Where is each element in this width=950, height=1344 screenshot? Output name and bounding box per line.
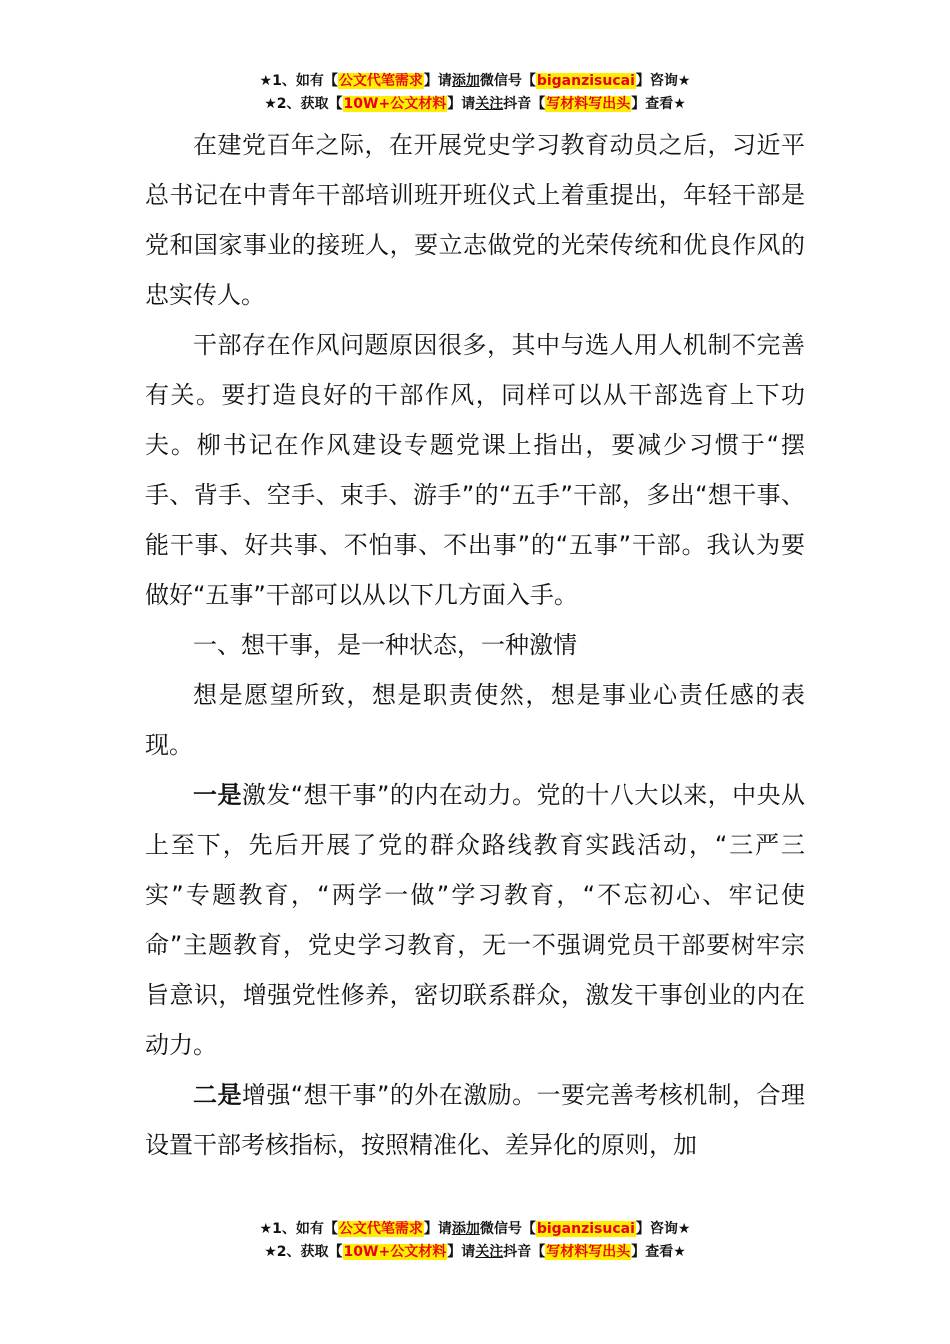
- footer-banner: [0, 1218, 950, 1264]
- star-icon: ★: [264, 96, 277, 112]
- point-label: 二是: [193, 1081, 242, 1109]
- paragraph: 一是激发“想干事”的内在动力。党的十八大以来，中央从上至下，先后开展了党的群众路线教育实践活动，“三严三实”专题教育，“两学一做”学习教育，“不忘初心、牢记使命”主题教育，党史学习教育，无一不强调党员干部要树牢宗旨意识，增强党性修养，密切联系群众，激发干事创业的内在动力。: [145, 781, 805, 1059]
- highlight-service: 公文代笔需求: [338, 73, 423, 89]
- paragraph: 在建党百年之际，在开展党史学习教育动员之后，习近平总书记在中青年干部培训班开班仪式上着重提出，年轻干部是党和国家事业的接班人，要立志做党的光荣传统和优良作风的忠实传人。: [145, 131, 805, 309]
- highlight-materials: 10W+公文材料: [343, 1244, 447, 1260]
- banner-line-1: ★1、如有【公文代笔需求】请添加微信号【biganzisucai】咨询★: [259, 73, 691, 89]
- highlight-materials: 10W+公文材料: [343, 96, 447, 112]
- highlight-douyin: 写材料写出头: [546, 96, 631, 112]
- highlight-service: 公文代笔需求: [338, 1221, 423, 1237]
- star-icon: ★: [677, 73, 691, 89]
- star-icon: ★: [673, 1244, 686, 1260]
- star-icon: ★: [259, 1221, 273, 1237]
- highlight-douyin: 写材料写出头: [546, 1244, 631, 1260]
- star-icon: ★: [677, 1221, 691, 1237]
- paragraph: 想是愿望所致，想是职责使然，想是事业心责任感的表现。: [145, 681, 805, 759]
- highlight-wechat-id: biganzisucai: [536, 73, 635, 89]
- star-icon: ★: [673, 96, 686, 112]
- document-body: [145, 120, 805, 1170]
- paragraph: 干部存在作风问题原因很多，其中与选人用人机制不完善有关。要打造良好的干部作风，同样可以从干部选育上下功夫。柳书记在作风建设专题党课上指出，要减少习惯于“摆手、背手、空手、束手、游手”的“五手”干部，多出“想干事、能干事、好共事、不怕事、不出事”的“五事”干部。我认为要做好“五事”干部可以从以下几方面入手。: [145, 331, 805, 609]
- star-icon: ★: [264, 1244, 277, 1260]
- banner-line-2: ★2、获取【10W+公文材料】请关注抖音【写材料写出头】查看★: [264, 96, 686, 112]
- banner-line-2: ★2、获取【10W+公文材料】请关注抖音【写材料写出头】查看★: [264, 1244, 686, 1260]
- star-icon: ★: [259, 73, 273, 89]
- point-label: 一是: [193, 781, 242, 809]
- section-heading: 一、想干事，是一种状态，一种激情: [193, 631, 577, 659]
- highlight-wechat-id: biganzisucai: [536, 1221, 635, 1237]
- banner-line-1: ★1、如有【公文代笔需求】请添加微信号【biganzisucai】咨询★: [259, 1221, 691, 1237]
- paragraph: 二是增强“想干事”的外在激励。一要完善考核机制，合理设置干部考核指标，按照精准化、差异化的原则，加: [145, 1081, 805, 1159]
- header-banner: [0, 70, 950, 116]
